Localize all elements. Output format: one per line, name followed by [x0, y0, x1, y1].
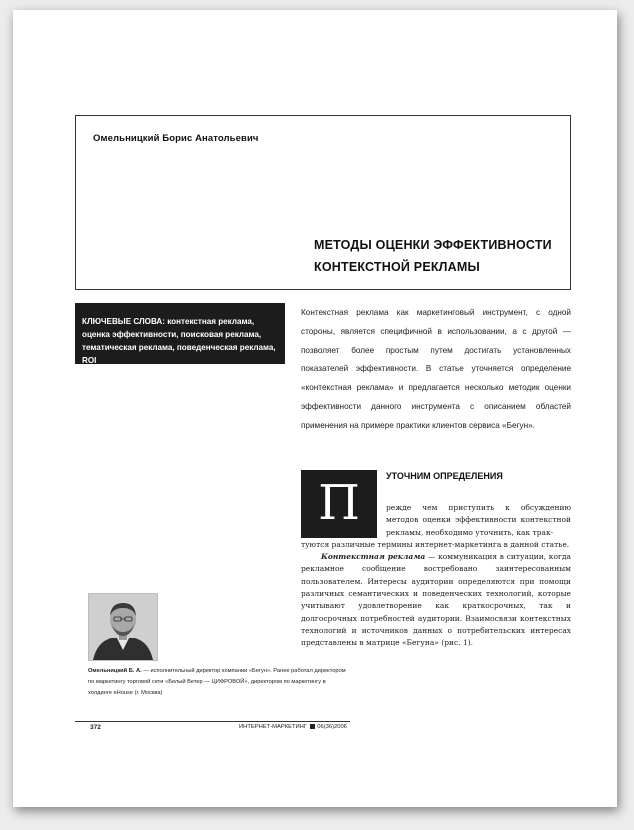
journal-name: ИНТЕРНЕТ-МАРКЕТИНГ [239, 724, 307, 731]
paragraph-1-wrapped: режде чем приступить к обсуждению методов оценки эффективности контекстной рекламы, необходимо уточнить, как трак- [386, 503, 571, 537]
keywords-box: КЛЮЧЕВЫЕ СЛОВА: контекстная реклама, оценка эффективности, поисковая реклама, тематическая реклама, поведенческая реклама, ROI [75, 303, 285, 364]
journal-issue: 06(36)2006 [317, 724, 347, 731]
author-bio-text: — исполнительный директор компании «Бегун». Ранее работал директором по маркетингу торговой сети «Белый Ветер — ЦИФРОВОЙ», директором по маркетингу в холдинге eHouse (г. Москва) [88, 668, 346, 696]
term-definition: Контекстная реклама [321, 552, 426, 562]
article-title-line-2: КОНТЕКСТНОЙ РЕКЛАМЫ [314, 260, 480, 274]
paragraph-1-rest: туются различные термины интернет-маркетинга в данной статье. [301, 539, 570, 549]
article-body [301, 502, 571, 650]
article-title [314, 234, 564, 278]
section-heading: УТОЧНИМ ОПРЕДЕЛЕНИЯ [386, 471, 503, 481]
journal-info [239, 724, 347, 730]
author-photo-icon [88, 593, 158, 661]
portrait-photo-icon [89, 594, 157, 660]
article-abstract: Контекстная реклама как маркетинговый инструмент, с одной стороны, является специфичной в использовании, а с другой — позволяет более простым путем достигать установленных показателей эффективности. В статье уточняется определение «контекстная реклама» и предлагается несколько методик оценки эффективности данного инструмента с описанием областей применения на примере практики клиентов сервиса «Бегун». [301, 308, 571, 430]
article-header-box [75, 115, 571, 290]
black-square-icon [310, 724, 315, 729]
footer-divider [75, 721, 350, 722]
paragraph-2 [301, 551, 571, 649]
author-bio-name: Омельницкий Б. А. [88, 668, 142, 674]
paragraph-2-text: — коммуникация в ситуации, когда рекламное сообщение востребовано заинтересованным пользователем. Интересы аудитории определяются при помощи различных семантических и поведенческих технологий, которые учитывают удовлетворение как краткосрочных, так и долгосрочных потребностей аудитории. Взаимосвязи контекстных технологий и источников данных о потребительских интересах представлены в матрице «Бегуна» (рис. 1). [301, 552, 571, 648]
article-title-line-1: МЕТОДЫ ОЦЕНКИ ЭФФЕКТИВНОСТИ [314, 238, 552, 252]
author-bio [88, 666, 350, 699]
author-name: Омельницкий Борис Анатольевич [93, 133, 259, 144]
journal-page [13, 10, 617, 807]
dropcap-letter: П [301, 470, 377, 538]
page-number: 372 [90, 724, 101, 731]
